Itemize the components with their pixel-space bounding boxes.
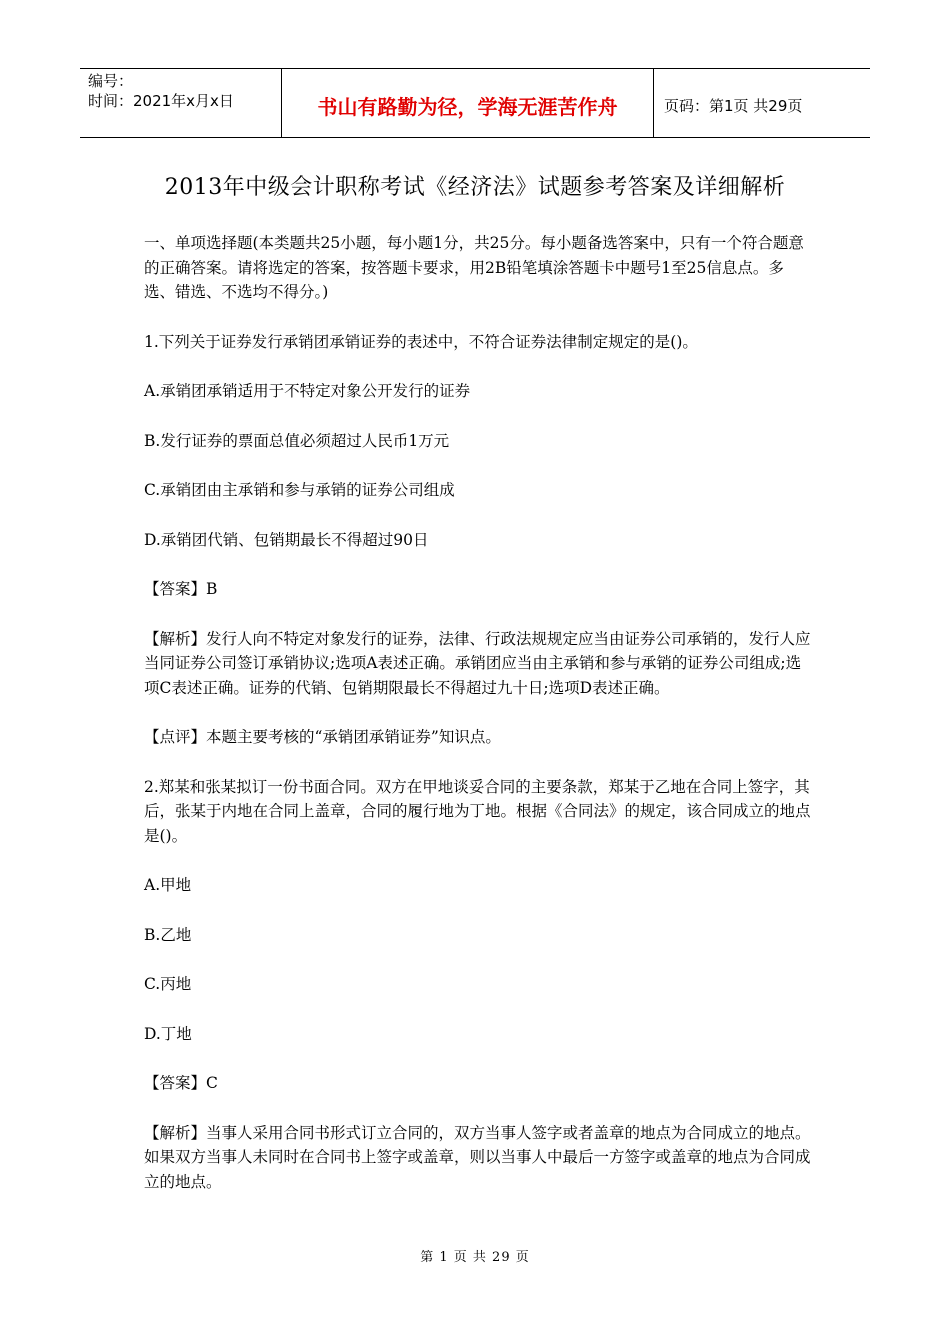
question-2-analysis: 【解析】当事人采用合同书形式订立合同的，双方当事人签字或者盖章的地点为合同成立的地点。如果双方当事人未同时在合同书上签字或盖章，则以当事人中最后一方签字或盖章的地点为合同成立的地点。 [144, 1123, 811, 1191]
question-2-option-b: B.乙地 [144, 925, 192, 944]
question-2-stem: 2.郑某和张某拟订一份书面合同。双方在甲地谈妥合同的主要条款，郑某于乙地在合同上签字，其后，张某于内地在合同上盖章，合同的履行地为丁地。根据《合同法》的规定，该合同成立的地点是()。 [144, 777, 811, 845]
question-1-option-a: A.承销团承销适用于不特定对象公开发行的证券 [144, 382, 471, 400]
question-2-option-d: D.丁地 [144, 1024, 192, 1043]
question-1-option-d: D.承销团代销、包销期最长不得超过90日 [144, 530, 429, 549]
question-1-stem: 1.下列关于证券发行承销团承销证券的表述中，不符合证券法律制定规定的是()。 [144, 332, 698, 351]
question-1-analysis: 【解析】发行人向不特定对象发行的证券，法律、行政法规规定应当由证券公司承销的，发行人应当同证券公司签订承销协议;选项A表述正确。承销团应当由主承销和参与承销的证券公司组成;选项C表述正确。证券的代销、包销期限最长不得超过九十日;选项D表述正确。 [144, 629, 811, 697]
question-2-option-a: A.甲地 [144, 876, 192, 894]
question-1-option-c: C.承销团由主承销和参与承销的证券公司组成 [144, 481, 455, 499]
header-page-label: 页码：第1页 共29页 [664, 96, 803, 115]
section-intro: 一、单项选择题(本类题共25小题，每小题1分，共25分。每小题备选答案中，只有一个符合题意的正确答案。请将选定的答案，按答题卡要求，用2B铅笔填涂答题卡中题号1至25信息点。多选、错选、不选均不得分。) [144, 234, 804, 301]
header-meta [80, 69, 282, 137]
question-1-answer: 【答案】B [144, 580, 218, 598]
question-2-option-c: C.丙地 [144, 975, 192, 993]
document-title: 2013年中级会计职称考试《经济法》试题参考答案及详细解析 [164, 175, 786, 200]
header-motto: 书山有路勤为径，学海无涯苦作舟 [282, 69, 654, 137]
document-time-label: 时间：2021年x月x日 [88, 92, 234, 110]
question-1-comment: 【点评】本题主要考核的“承销团承销证券”知识点。 [144, 728, 501, 746]
document-body [144, 231, 814, 1219]
page-footer: 第 1 页 共 29 页 [420, 1250, 530, 1265]
page-header [80, 68, 870, 138]
question-1-option-b: B.发行证券的票面总值必须超过人民币1万元 [144, 431, 450, 450]
question-2-answer: 【答案】C [144, 1074, 218, 1092]
document-number-label: 编号： [88, 72, 134, 90]
